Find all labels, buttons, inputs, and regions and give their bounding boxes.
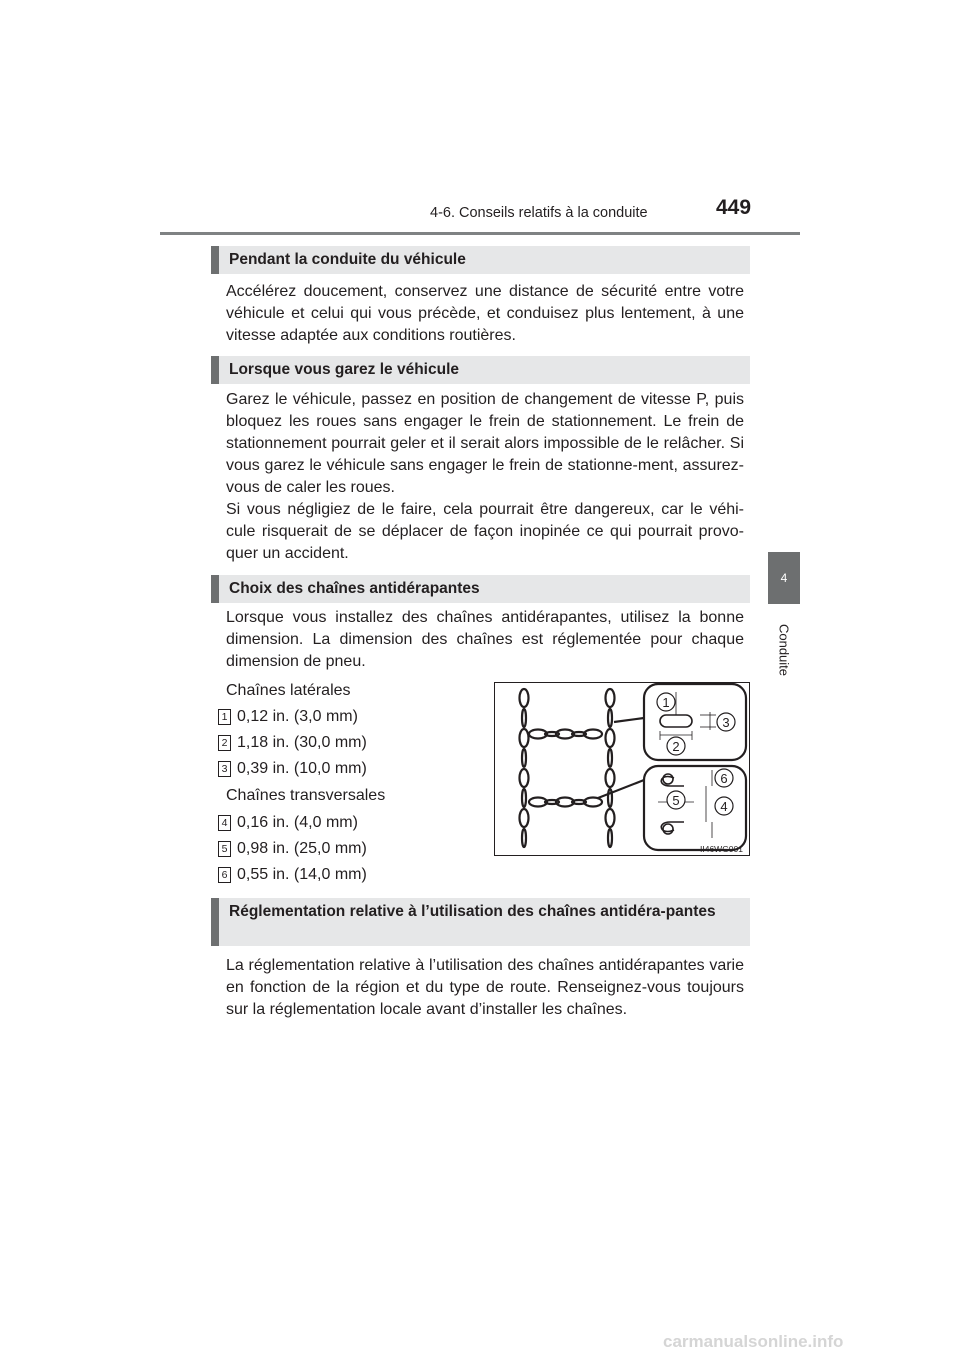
- section-heading-driving: Pendant la conduite du véhicule: [211, 246, 750, 274]
- tire-chain-figure: [494, 682, 750, 856]
- list-item: 4 0,16 in. (4,0 mm): [218, 812, 358, 834]
- list-item: 2 1,18 in. (30,0 mm): [218, 732, 367, 754]
- side-chains-label: Chaînes latérales: [226, 682, 351, 699]
- paragraph-chains: Lorsque vous installez des chaînes antidérapantes, utilisez la bonne dimension. La dimension des chaînes est réglementée pour chaque dimension de pneu.: [226, 609, 744, 670]
- page-number: 449: [716, 196, 752, 219]
- list-item: 3 0,39 in. (10,0 mm): [218, 758, 367, 780]
- paragraph-parking: Garez le véhicule, passez en position de changement de vitesse P, puis bloquez les roues sans engager le frein de stationnement. Le frein de stationnement pourrait geler et il serait alors impossible de le relâcher. Si vous garez le véhicule sans engager le frein de stationne-ment, assurez-vous de caler les roues.: [226, 391, 744, 496]
- footer-watermark: carmanualsonline.info: [663, 1332, 844, 1351]
- paragraph-parking-warning: Si vous négligiez de le faire, cela pourrait être dangereux, car le véhi-cule risquerait de se déplacer de façon inopinée ce qui pourrait provo-quer un accident.: [226, 501, 744, 562]
- running-header-section: 4-6. Conseils relatifs à la conduite: [430, 205, 648, 221]
- chapter-label: Conduite: [776, 623, 792, 677]
- callout-5: 5: [672, 793, 680, 808]
- chapter-tab: 4: [768, 552, 800, 604]
- cross-chains-label: Chaînes transversales: [226, 787, 386, 804]
- callout-1: 1: [662, 695, 670, 710]
- list-item: 6 0,55 in. (14,0 mm): [218, 864, 367, 886]
- section-heading-parking: Lorsque vous garez le véhicule: [211, 356, 750, 384]
- list-item: 5 0,98 in. (25,0 mm): [218, 838, 367, 860]
- figure-code: II46WG001: [700, 844, 743, 854]
- callout-6: 6: [720, 771, 728, 786]
- callout-4: 4: [720, 799, 728, 814]
- callout-2: 2: [672, 739, 680, 754]
- callout-3: 3: [722, 715, 730, 730]
- header-rule: [160, 232, 800, 235]
- paragraph-regulation: La réglementation relative à l’utilisation des chaînes antidérapantes varie en fonction de la région et du type de route. Renseignez-vous toujours sur la réglementation locale avant d’installer les chaînes.: [226, 957, 744, 1018]
- section-heading-regulation: Réglementation relative à l’utilisation des chaînes antidéra-pantes: [211, 898, 750, 946]
- paragraph-driving: Accélérez doucement, conservez une distance de sécurité entre votre véhicule et celui qui vous précède, et conduisez plus lentement, à une vitesse adaptée aux conditions routières.: [226, 283, 744, 344]
- section-heading-chains: Choix des chaînes antidérapantes: [211, 575, 750, 603]
- list-item: 1 0,12 in. (3,0 mm): [218, 706, 358, 728]
